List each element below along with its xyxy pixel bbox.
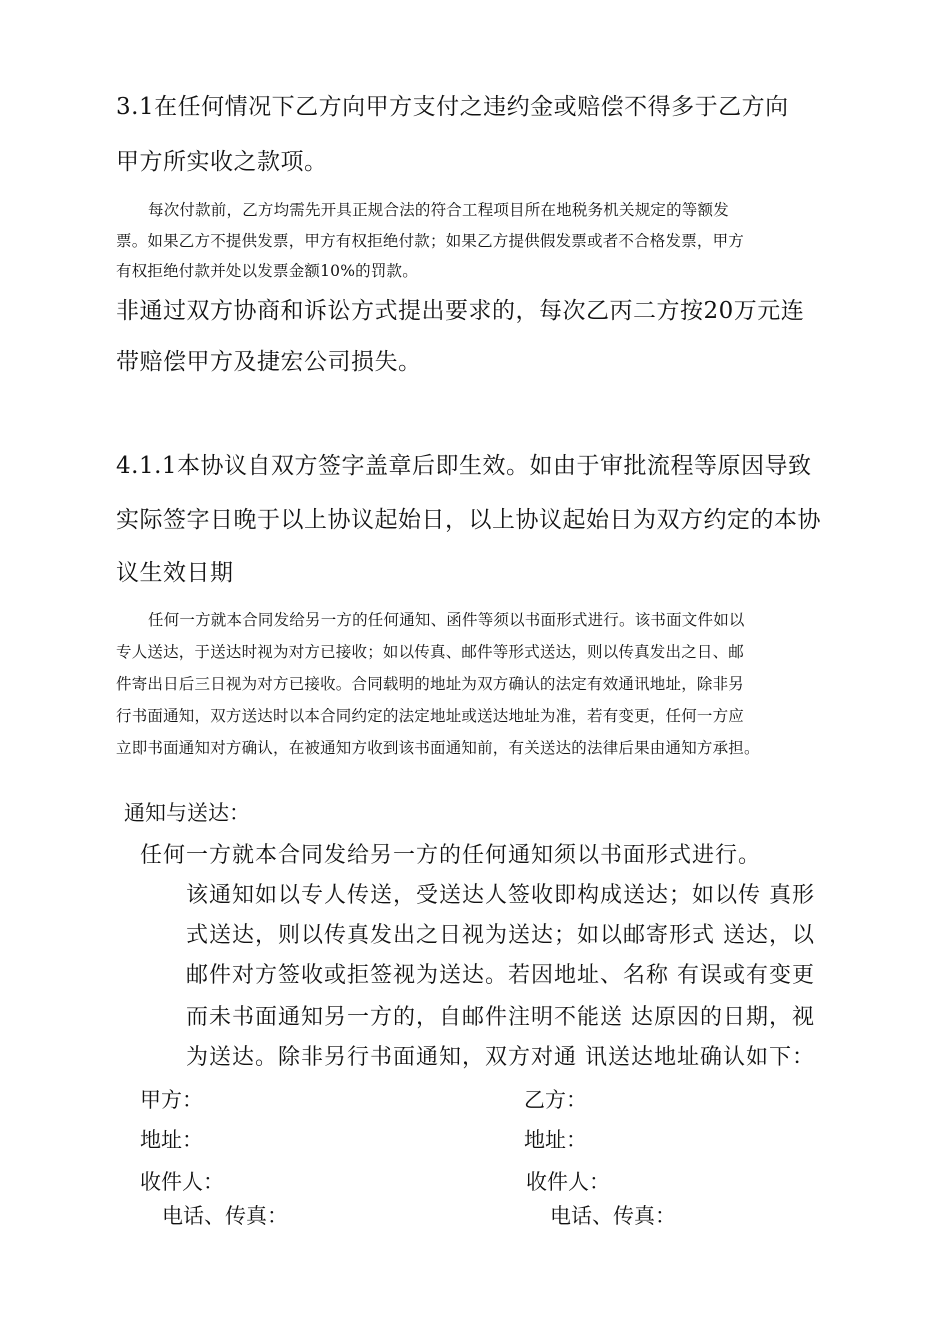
notice-para-line5: 立即书面通知对方确认，在被通知方收到该书面通知前，有关送达的法律后果由通知方承担。 — [116, 739, 760, 757]
penalty-line2: 带赔偿甲方及捷宏公司损失。 — [116, 349, 422, 375]
clause-4-1-1-line1: 4.1.1本协议自双方签字盖章后即生效。如由于审批流程等原因导致 — [116, 453, 812, 479]
party-a-name: 甲方： — [140, 1088, 203, 1112]
delivery-line3: 式送达，则以传真发出之日视为送达；如以邮寄形式 送达，以 — [186, 923, 815, 948]
penalty-line1: 非通过双方协商和诉讼方式提出要求的，每次乙丙二方按20万元连 — [116, 298, 805, 324]
party-b-phone: 电话、传真： — [550, 1204, 676, 1228]
notice-para-line4: 行书面通知，双方送达时以本合同约定的法定地址或送达地址为准，若有变更，任何一方应 — [116, 707, 745, 725]
party-a-address: 地址： — [140, 1128, 203, 1152]
party-b-recipient: 收件人： — [526, 1170, 610, 1194]
delivery-line4: 邮件对方签收或拒签视为送达。若因地址、名称 有误或有变更 — [186, 963, 815, 988]
party-b-name: 乙方： — [524, 1088, 587, 1112]
clause-3-1-line1: 3.1在任何情况下乙方向甲方支付之违约金或赔偿不得多于乙方向 — [116, 94, 789, 120]
delivery-line2: 该通知如以专人传送，受送达人签收即构成送达；如以传 真形 — [186, 883, 815, 908]
notice-para-line3: 件寄出日后三日视为对方已接收。合同载明的地址为双方确认的法定有效通讯地址，除非另 — [116, 675, 745, 693]
invoice-line3: 有权拒绝付款并处以发票金额10%的罚款。 — [116, 262, 418, 280]
delivery-line1: 任何一方就本合同发给另一方的任何通知须以书面形式进行。 — [140, 843, 762, 868]
delivery-line6: 为送达。除非另行书面通知，双方对通 讯送达地址确认如下： — [186, 1045, 815, 1070]
delivery-line5: 而未书面通知另一方的，自邮件注明不能送 达原因的日期，视 — [186, 1005, 815, 1030]
clause-4-1-1-line2: 实际签字日晚于以上协议起始日，以上协议起始日为双方约定的本协 — [116, 507, 821, 533]
clause-4-1-1-line3: 议生效日期 — [116, 560, 234, 586]
delivery-heading: 通知与送达： — [124, 801, 250, 825]
clause-3-1-line2: 甲方所实收之款项。 — [116, 149, 328, 175]
notice-para-line2: 专人送达，于送达时视为对方已接收；如以传真、邮件等形式送达，则以传真发出之日、邮 — [116, 643, 745, 661]
party-a-phone: 电话、传真： — [162, 1204, 288, 1228]
party-a-recipient: 收件人： — [140, 1170, 224, 1194]
invoice-line1: 每次付款前，乙方均需先开具正规合法的符合工程项目所在地税务机关规定的等额发 — [148, 201, 729, 219]
notice-para-line1: 任何一方就本合同发给另一方的任何通知、函件等须以书面形式进行。该书面文件如以 — [148, 611, 745, 629]
invoice-line2: 票。如果乙方不提供发票，甲方有权拒绝付款；如果乙方提供假发票或者不合格发票，甲方 — [116, 232, 745, 250]
party-b-address: 地址： — [524, 1128, 587, 1152]
